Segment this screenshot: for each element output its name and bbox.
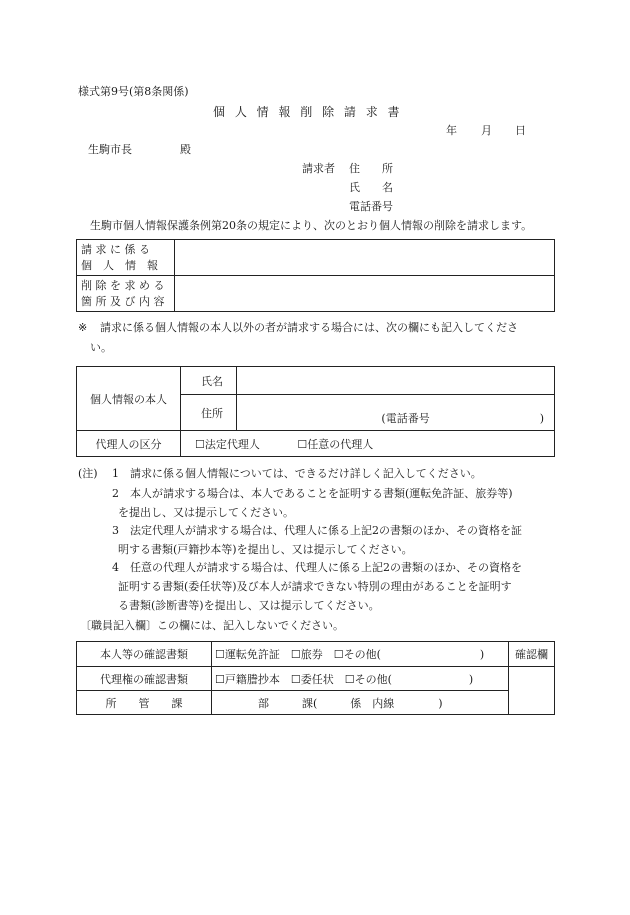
request-table	[76, 239, 555, 312]
principal-address-label-cell	[181, 395, 237, 431]
staff-note: 〔職員記入欄〕この欄には、記入しないでください。	[80, 619, 344, 632]
staff-table	[76, 641, 555, 715]
department-value-cell	[212, 691, 509, 715]
deletion-scope-label-cell	[77, 276, 175, 312]
confirm-field[interactable]	[509, 667, 555, 715]
note-4-line2: 証明する書類(委任状等)及び本人が請求できない特別の理由があることを証明す	[118, 580, 512, 593]
department-label-cell	[77, 691, 212, 715]
requester-label: 請求者	[302, 162, 335, 175]
date-year: 年	[446, 124, 457, 137]
note-2-line1: 2 本人が請求する場合は、本人であることを証明する書類(運転免許証、旅券等)	[112, 487, 513, 500]
agent-type-label-cell	[77, 431, 181, 457]
note-star-line2: い。	[90, 341, 112, 354]
note-star-line1: 請求に係る個人情報の本人以外の者が請求する場合には、次の欄にも記入してくださ	[100, 321, 518, 334]
confirm-label-cell	[509, 642, 555, 667]
identity-docs-options-cell	[212, 642, 509, 667]
identity-docs-options[interactable]: ☐運転免許証 ☐旅券 ☐その他( )	[215, 648, 485, 661]
personal-info-label-line1: 請 求 に 係 る	[81, 242, 150, 256]
principal-table	[76, 366, 555, 457]
intro-text: 生駒市個人情報保護条例第20条の規定により、次のとおり個人情報の削除を請求します。	[90, 219, 533, 232]
deletion-scope-label-line1: 削 除 を 求 め る	[81, 278, 165, 292]
agent-type-label: 代理人の区分	[95, 437, 162, 451]
note-1: 1 請求に係る個人情報については、できるだけ詳しく記入してください。	[112, 467, 482, 480]
personal-info-label-line2: 個 人 情 報	[81, 258, 158, 272]
agent-type-options-cell	[181, 431, 555, 457]
requester-phone-label: 電話番号	[349, 200, 393, 213]
form-label: 様式第9号(第8条関係)	[78, 85, 189, 98]
note-4-line3: る書類(診断書等)を提出し、又は提示してください。	[118, 599, 380, 612]
addressee-name: 生駒市長	[88, 143, 132, 156]
principal-name-label-cell	[181, 367, 237, 395]
note-4-line1: 4 任意の代理人が請求する場合は、代理人に係る上記2の書類のほか、その資格を	[112, 561, 522, 574]
personal-info-field[interactable]	[175, 240, 555, 276]
confirm-label: 確認欄	[515, 648, 548, 661]
department-value[interactable]: 部 課( 係 内線 )	[258, 696, 443, 710]
identity-docs-label-cell	[77, 642, 212, 667]
requester-address-label: 住 所	[349, 162, 393, 175]
page-title: 個 人 情 報 削 除 請 求 書	[213, 105, 403, 119]
agency-docs-options[interactable]: ☐戸籍謄抄本 ☐委任状 ☐その他( )	[215, 672, 474, 686]
principal-label: 個人情報の本人	[90, 392, 167, 406]
principal-address-field[interactable]	[237, 395, 555, 431]
principal-address-label: 住所	[201, 406, 223, 420]
date-day: 日	[515, 124, 526, 137]
principal-name-label: 氏名	[201, 374, 223, 388]
personal-info-label-cell	[77, 240, 175, 276]
agency-docs-label-cell	[77, 667, 212, 691]
notes-prefix: (注)	[78, 467, 98, 480]
deletion-scope-label-line2: 箇 所 及 び 内 容	[81, 294, 165, 308]
date-month: 月	[481, 124, 492, 137]
requester-name-label: 氏 名	[349, 181, 393, 194]
principal-name-field[interactable]	[237, 367, 555, 395]
principal-label-cell	[77, 367, 181, 431]
addressee-honorific: 殿	[180, 143, 191, 156]
principal-phone-text: (電話番号 )	[381, 412, 544, 425]
note-2-line2: を提出し、又は提示してください。	[118, 506, 294, 519]
note-3-line2: 明する書類(戸籍抄本等)を提出し、又は提示してください。	[118, 543, 413, 556]
voluntary-agent-checkbox[interactable]: ☐任意の代理人	[297, 437, 374, 451]
agency-docs-label: 代理権の確認書類	[100, 672, 188, 686]
note-star-mark: ※	[78, 321, 88, 334]
deletion-scope-field[interactable]	[175, 276, 555, 312]
note-3-line1: 3 法定代理人が請求する場合は、代理人に係る上記2の書類のほか、その資格を証	[112, 524, 522, 537]
legal-agent-checkbox[interactable]: ☐法定代理人	[195, 437, 260, 451]
identity-docs-label: 本人等の確認書類	[100, 648, 188, 661]
department-label: 所 管 課	[105, 696, 183, 710]
agency-docs-options-cell	[212, 667, 509, 691]
